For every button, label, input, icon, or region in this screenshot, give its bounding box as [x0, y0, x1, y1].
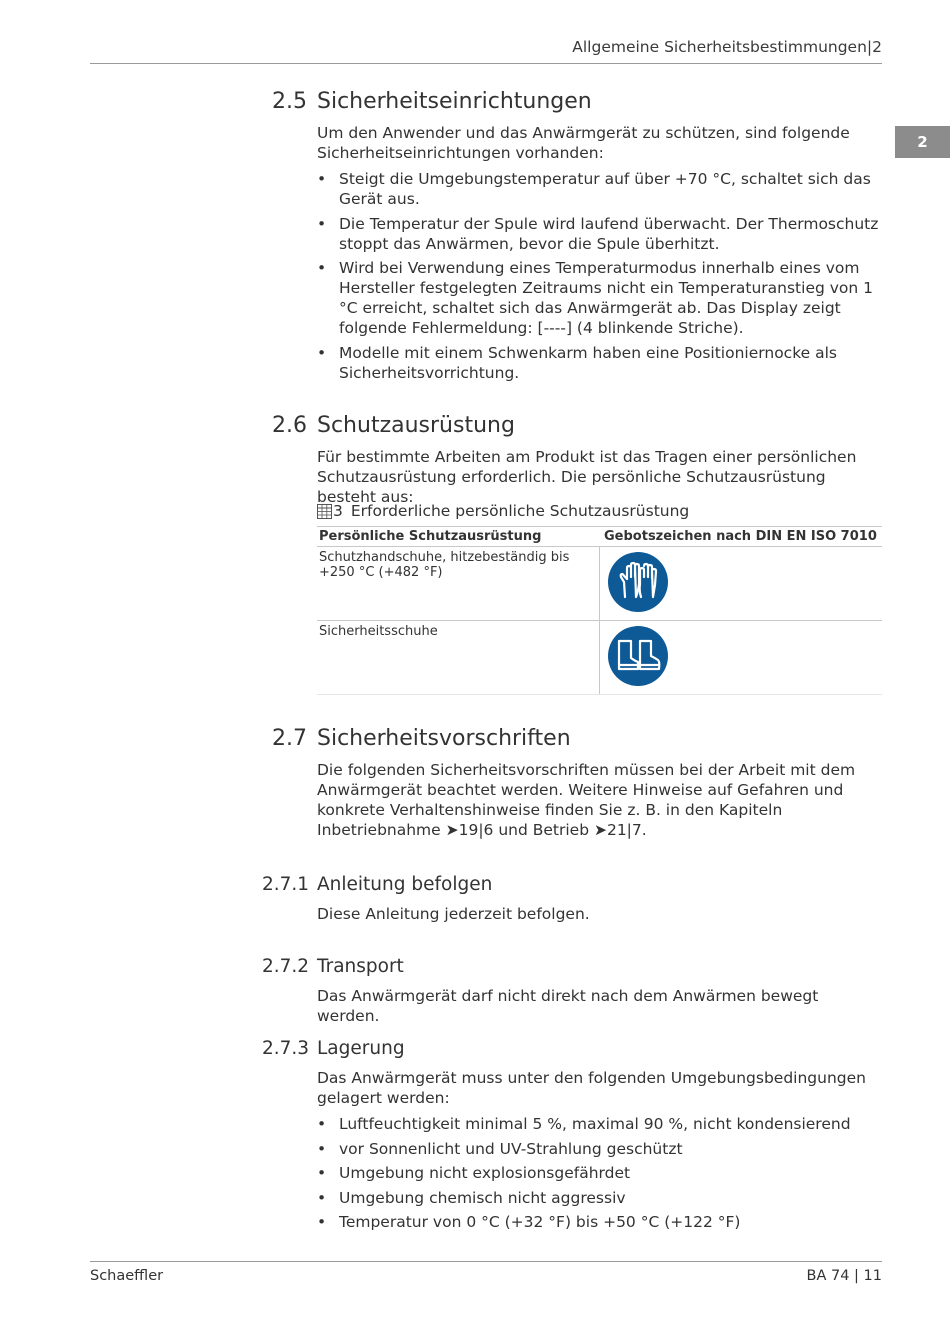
- section-number: 2.7.3: [262, 1038, 310, 1059]
- header-divider: [90, 63, 882, 64]
- table-rule: [317, 694, 882, 695]
- section-number: 2.7.2: [262, 956, 310, 977]
- subsection-heading-2-7-1: [262, 874, 493, 895]
- subsection-heading-2-7-3: [262, 1038, 405, 1059]
- section-title: Transport: [317, 956, 404, 977]
- table-number: 3: [333, 502, 343, 520]
- section-number: 2.6: [272, 413, 307, 438]
- list-item: • Wird bei Verwendung eines Temperaturmodus innerhalb eines vom Hersteller festgelegten Zeitraums nicht ein Temperaturanstieg von 1 °C erreicht, schaltet sich das Anwärmgerät ab. Das Display zeigt folgende Fehlermeldung: [----] (4 blinkende Striche).: [317, 258, 883, 338]
- footer-divider: [90, 1261, 882, 1262]
- gloves-mandatory-sign-icon: [607, 551, 669, 613]
- section-heading-2-5: [272, 89, 592, 114]
- list-item: • Die Temperatur der Spule wird laufend überwacht. Der Thermoschutz stoppt das Anwärmen, bevor die Spule überhitzt.: [317, 214, 883, 254]
- section-heading-2-6: [272, 413, 515, 438]
- section-2-5-intro: Um den Anwender und das Anwärmgerät zu schützen, sind folgende Sicherheitseinrichtungen vorhanden:: [317, 124, 850, 162]
- section-heading-2-7: [272, 726, 571, 751]
- list-item: • Steigt die Umgebungstemperatur auf über +70 °C, schaltet sich das Gerät aus.: [317, 169, 883, 209]
- list-item: • Temperatur von 0 °C (+32 °F) bis +50 °C (+122 °F): [317, 1212, 883, 1232]
- page-number: BA 74 | 11: [806, 1268, 882, 1284]
- running-header: Allgemeine Sicherheitsbestimmungen|2: [572, 38, 882, 56]
- list-item: • Modelle mit einem Schwenkarm haben eine Positioniernocke als Sicherheitsvorrichtung.: [317, 343, 883, 383]
- table-cell: Schutzhandschuhe, hitzebeständig bis +250 °C (+482 °F): [319, 550, 570, 580]
- section-number: 2.7.1: [262, 874, 310, 895]
- table-icon: [317, 504, 332, 519]
- table-title: Erforderliche persönliche Schutzausrüstung: [350, 502, 690, 520]
- section-title: Schutzausrüstung: [317, 413, 515, 438]
- section-title: Sicherheitseinrichtungen: [317, 89, 592, 114]
- table-cell: Sicherheitsschuhe: [319, 624, 438, 639]
- section-2-7-2-text: Das Anwärmgerät darf nicht direkt nach dem Anwärmen bewegt werden.: [317, 987, 819, 1025]
- chapter-tab: 2: [895, 126, 950, 158]
- footer-brand: Schaeffler: [90, 1268, 164, 1284]
- section-2-7-intro: Die folgenden Sicherheitsvorschriften müssen bei der Arbeit mit dem Anwärmgerät beachtet werden. Weitere Hinweise auf Gefahren und konkrete Verhaltenshinweise finden Sie z. B. in den Kapiteln Inbetriebnahme ➤19|6 und Betrieb ➤21|7.: [317, 761, 856, 839]
- section-title: Anleitung befolgen: [317, 874, 493, 895]
- section-2-6-intro: Für bestimmte Arbeiten am Produkt ist das Tragen einer persönlichen Schutzausrüstung erforderlich. Die persönliche Schutzausrüstung besteht aus:: [317, 448, 857, 506]
- section-2-7-1-text: Diese Anleitung jederzeit befolgen.: [317, 905, 590, 923]
- table-rule: [317, 526, 882, 527]
- list-item: • Umgebung chemisch nicht aggressiv: [317, 1188, 883, 1208]
- section-number: 2.7: [272, 726, 307, 751]
- column-header: Persönliche Schutzausrüstung: [319, 529, 542, 544]
- table-caption: [317, 502, 689, 520]
- list-item: • Luftfeuchtigkeit minimal 5 %, maximal 90 %, nicht kondensierend: [317, 1114, 883, 1134]
- table-rule: [317, 620, 882, 621]
- section-2-7-3-intro: Das Anwärmgerät muss unter den folgenden Umgebungsbedingungen gelagert werden:: [317, 1069, 866, 1107]
- list-item: • Umgebung nicht explosionsgefährdet: [317, 1163, 883, 1183]
- list-item: • vor Sonnenlicht und UV-Strahlung geschützt: [317, 1139, 883, 1159]
- safety-devices-list: [317, 169, 883, 387]
- column-header: Gebotszeichen nach DIN EN ISO 7010: [604, 529, 877, 544]
- subsection-heading-2-7-2: [262, 956, 404, 977]
- safety-boots-mandatory-sign-icon: [607, 625, 669, 687]
- section-number: 2.5: [272, 89, 307, 114]
- section-title: Lagerung: [317, 1038, 405, 1059]
- storage-conditions-list: [317, 1114, 883, 1237]
- section-title: Sicherheitsvorschriften: [317, 726, 571, 751]
